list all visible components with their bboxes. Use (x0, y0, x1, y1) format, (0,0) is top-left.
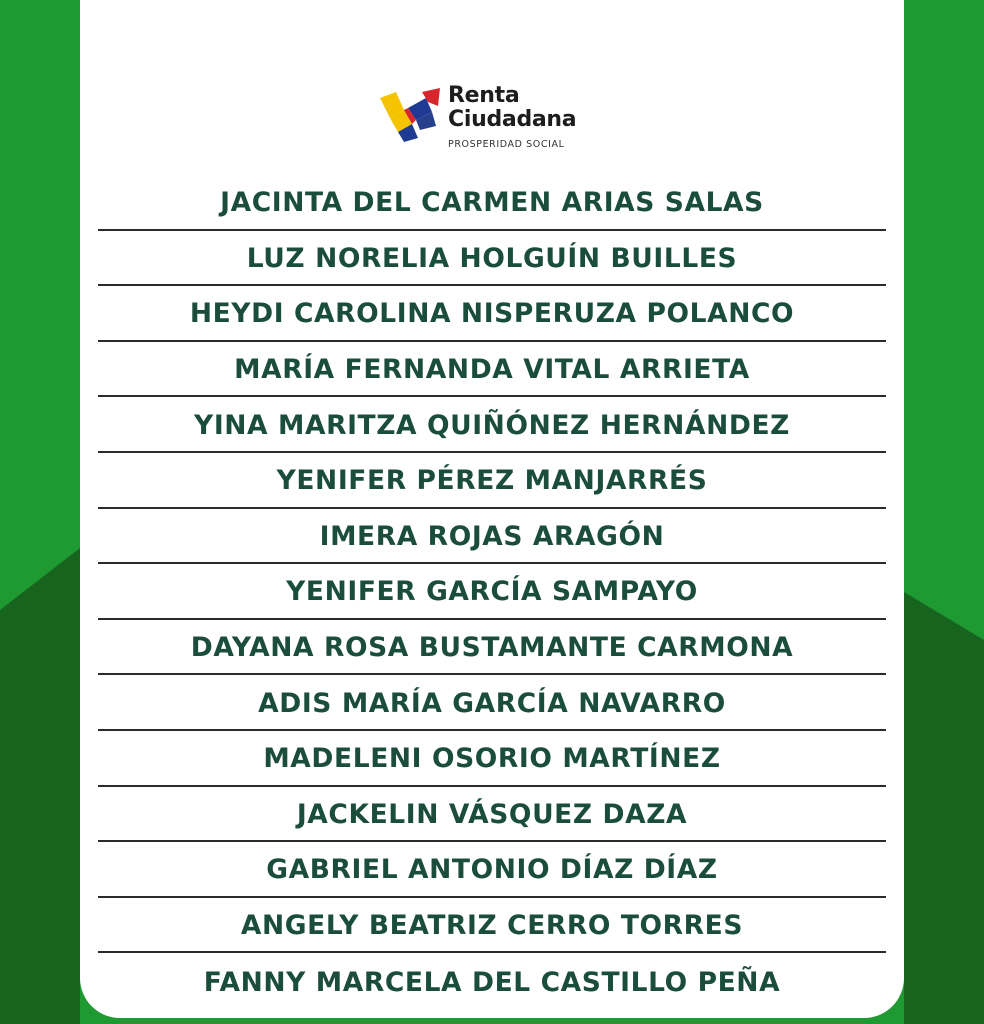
names-list (98, 175, 886, 1009)
name-row: YENIFER GARCÍA SAMPAYO (98, 564, 886, 620)
name-row: YENIFER PÉREZ MANJARRÉS (98, 453, 886, 509)
name-row: ANGELY BEATRIZ CERRO TORRES (98, 898, 886, 954)
name-row: IMERA ROJAS ARAGÓN (98, 509, 886, 565)
name-row: MARÍA FERNANDA VITAL ARRIETA (98, 342, 886, 398)
name-row: JACKELIN VÁSQUEZ DAZA (98, 787, 886, 843)
name-row: HEYDI CAROLINA NISPERUZA POLANCO (98, 286, 886, 342)
name-row: LUZ NORELIA HOLGUÍN BUILLES (98, 231, 886, 287)
logo-subtitle: PROSPERIDAD SOCIAL (448, 139, 565, 150)
logo-title-line2: Ciudadana (448, 107, 577, 132)
logo-title-line1: Renta (448, 83, 520, 108)
name-row: YINA MARITZA QUIÑÓNEZ HERNÁNDEZ (98, 397, 886, 453)
name-row: GABRIEL ANTONIO DÍAZ DÍAZ (98, 842, 886, 898)
name-row: MADELENI OSORIO MARTÍNEZ (98, 731, 886, 787)
name-row: JACINTA DEL CARMEN ARIAS SALAS (98, 175, 886, 231)
renta-ciudadana-logo (378, 84, 618, 160)
logo-title (448, 84, 576, 132)
name-row: DAYANA ROSA BUSTAMANTE CARMONA (98, 620, 886, 676)
name-row: ADIS MARÍA GARCÍA NAVARRO (98, 675, 886, 731)
renta-ciudadana-logo-icon (378, 88, 444, 144)
name-row: FANNY MARCELA DEL CASTILLO PEÑA (203, 966, 781, 998)
